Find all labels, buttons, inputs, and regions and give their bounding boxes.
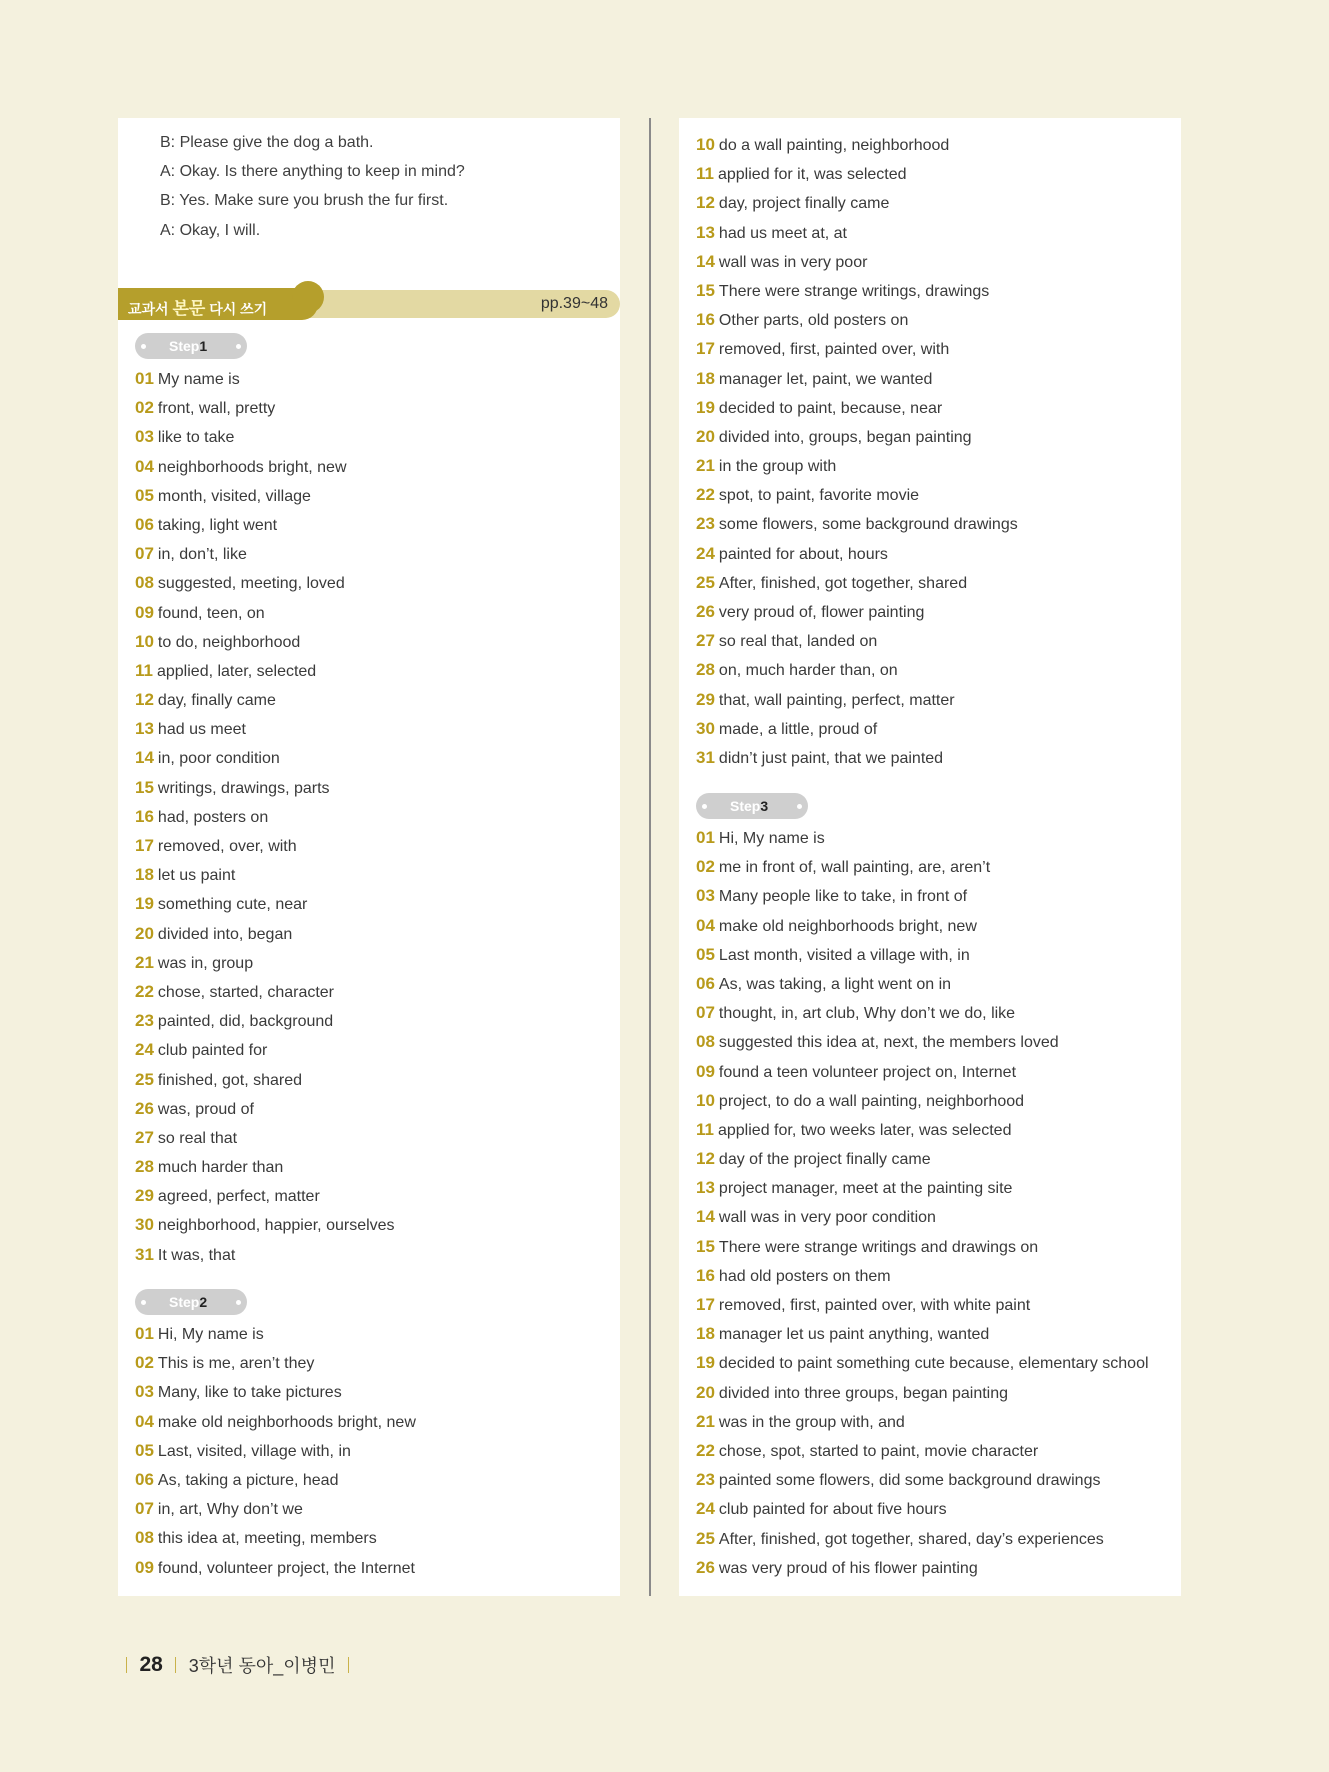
item-text: project, to do a wall painting, neighborhood (718, 1092, 1025, 1110)
item-text: manager let us paint anything, wanted (718, 1326, 990, 1344)
list-item (696, 940, 1149, 969)
item-text: front, wall, pretty (157, 400, 276, 418)
section-title-b: 본문 (172, 299, 206, 318)
badge-dot (141, 1300, 146, 1305)
item-number: 23 (135, 1011, 154, 1031)
item-text: painted, did, background (157, 1013, 334, 1031)
section-banner (118, 288, 620, 320)
item-text: some flowers, some background drawings (718, 516, 1018, 534)
item-number: 16 (696, 1265, 715, 1285)
item-text: neighborhoods bright, new (157, 458, 347, 476)
item-number: 29 (696, 689, 715, 709)
item-number: 27 (696, 631, 715, 651)
item-text: had us meet (157, 721, 246, 739)
list-item (696, 1057, 1149, 1086)
list-item (696, 1232, 1149, 1261)
item-text: chose, started, character (157, 983, 335, 1001)
item-number: 24 (696, 1499, 715, 1519)
list-item (135, 598, 395, 627)
list-item (135, 1006, 395, 1035)
item-text: so real that, landed on (718, 633, 878, 651)
item-text: writings, drawings, parts (157, 779, 330, 797)
dialog-block (160, 128, 465, 245)
step-label: Step1 (169, 338, 208, 354)
item-text: Last month, visited a village with, in (718, 946, 970, 964)
item-number: 08 (135, 1528, 154, 1548)
item-number: 09 (135, 1557, 154, 1577)
list-item (135, 1553, 416, 1582)
list-item (696, 911, 1149, 940)
item-text: chose, spot, started to paint, movie character (718, 1442, 1039, 1460)
list-item (696, 451, 1018, 480)
item-text: in the group with (718, 458, 837, 476)
item-number: 21 (696, 456, 715, 476)
item-text: Last, visited, village with, in (157, 1442, 351, 1460)
list-item (135, 1065, 395, 1094)
list-item (135, 1152, 395, 1181)
list-item (135, 685, 395, 714)
step-2-badge (135, 1289, 247, 1315)
item-text: make old neighborhoods bright, new (157, 1413, 416, 1431)
page-number: 28 (139, 1653, 163, 1676)
item-number: 25 (696, 1528, 715, 1548)
item-number: 30 (696, 718, 715, 738)
list-item (135, 1123, 395, 1152)
footer-bar (175, 1657, 176, 1673)
list-item (696, 1553, 1149, 1582)
item-number: 10 (135, 631, 154, 651)
item-text: day, finally came (157, 692, 276, 710)
list-item (696, 1173, 1149, 1202)
list-item (135, 393, 395, 422)
item-text: was in, group (157, 954, 254, 972)
item-text: finished, got, shared (157, 1071, 303, 1089)
item-text: was in the group with, and (718, 1413, 905, 1431)
list-item (135, 948, 395, 977)
list-item (135, 1319, 416, 1348)
item-text: didn’t just paint, that we painted (718, 749, 944, 767)
item-number: 19 (135, 894, 154, 914)
item-text: This is me, aren’t they (157, 1355, 315, 1373)
list-item (696, 685, 1018, 714)
item-number: 02 (696, 857, 715, 877)
item-number: 23 (696, 514, 715, 534)
item-number: 02 (135, 1353, 154, 1373)
item-text: After, finished, got together, shared, day’s experiences (718, 1530, 1104, 1548)
item-number: 13 (696, 222, 715, 242)
list-item (696, 852, 1149, 881)
item-text: After, finished, got together, shared (718, 574, 968, 592)
item-text: found, volunteer project, the Internet (157, 1559, 415, 1577)
item-text: suggested, meeting, loved (157, 575, 345, 593)
item-number: 17 (696, 339, 715, 359)
item-number: 03 (696, 886, 715, 906)
step-1-badge (135, 333, 247, 359)
list-item (696, 1086, 1149, 1115)
item-text: It was, that (157, 1246, 236, 1264)
item-text: was, proud of (157, 1100, 254, 1118)
item-text: Hi, My name is (718, 830, 825, 847)
section-title-c: 다시 쓰기 (205, 301, 268, 317)
column-divider (649, 118, 651, 1596)
item-number: 11 (135, 660, 153, 680)
item-text: divided into, began (157, 925, 293, 943)
item-number: 02 (135, 398, 154, 418)
item-text: Many people like to take, in front of (718, 888, 968, 906)
item-number: 06 (696, 973, 715, 993)
step-1-list (135, 364, 395, 1269)
item-text: Hi, My name is (157, 1326, 264, 1343)
item-number: 24 (135, 1040, 154, 1060)
list-item (696, 305, 1018, 334)
item-number: 14 (135, 748, 154, 768)
item-text: month, visited, village (157, 487, 311, 505)
list-item (135, 627, 395, 656)
list-item (696, 568, 1018, 597)
item-text: had, posters on (157, 808, 269, 826)
list-item (135, 568, 395, 597)
item-text: in, don’t, like (157, 546, 247, 564)
badge-dot (236, 344, 241, 349)
item-text: in, art, Why don’t we (157, 1501, 303, 1519)
item-number: 26 (135, 1098, 154, 1118)
list-item (135, 1436, 416, 1465)
list-item (696, 1494, 1149, 1523)
section-title-a: 교과서 (128, 301, 173, 317)
list-item (696, 276, 1018, 305)
list-item (135, 977, 395, 1006)
item-number: 08 (135, 573, 154, 593)
item-text: taking, light went (157, 516, 278, 534)
item-number: 06 (135, 1469, 154, 1489)
list-item (135, 889, 395, 918)
list-item (696, 743, 1018, 772)
list-item (696, 1407, 1149, 1436)
item-number: 01 (135, 369, 154, 388)
item-number: 10 (696, 135, 715, 154)
item-text: had old posters on them (718, 1267, 891, 1285)
item-number: 11 (696, 1119, 714, 1139)
item-text: applied for, two weeks later, was selected (717, 1121, 1012, 1139)
item-number: 19 (696, 397, 715, 417)
dialog-line: B: Yes. Make sure you brush the fur first. (160, 192, 449, 210)
list-item (696, 881, 1149, 910)
list-item (696, 969, 1149, 998)
page-range: pp.39~48 (540, 295, 608, 312)
list-item (135, 364, 395, 393)
item-text: let us paint (157, 867, 236, 885)
list-item (696, 1524, 1149, 1553)
item-text: removed, over, with (157, 838, 297, 855)
item-number: 03 (135, 427, 154, 447)
item-text: manager let, paint, we wanted (718, 370, 933, 388)
footer-bar (348, 1657, 349, 1673)
dialog-line: A: Okay, I will. (160, 221, 261, 239)
item-number: 28 (696, 660, 715, 680)
list-item (696, 1027, 1149, 1056)
list-item (696, 247, 1018, 276)
item-number: 21 (135, 952, 154, 972)
list-item (135, 860, 395, 889)
item-number: 20 (696, 1382, 715, 1402)
list-item (696, 1290, 1149, 1319)
item-number: 25 (135, 1069, 154, 1089)
item-text: club painted for about five hours (718, 1501, 947, 1519)
item-number: 15 (135, 777, 154, 797)
section-title (128, 294, 267, 319)
list-item (135, 452, 395, 481)
item-number: 22 (696, 485, 715, 505)
list-item (696, 188, 1018, 217)
list-item (696, 1465, 1149, 1494)
item-number: 12 (135, 690, 154, 710)
badge-dot (141, 344, 146, 349)
list-item (696, 509, 1018, 538)
item-number: 04 (696, 915, 715, 935)
list-item (135, 422, 395, 451)
item-number: 18 (696, 1324, 715, 1344)
item-text: Many, like to take pictures (157, 1384, 342, 1402)
item-text: something cute, near (157, 896, 308, 914)
list-item (696, 364, 1018, 393)
item-number: 16 (135, 806, 154, 826)
list-item (696, 1348, 1149, 1377)
item-text: much harder than (157, 1159, 284, 1177)
item-number: 21 (696, 1411, 715, 1431)
item-text: very proud of, flower painting (718, 604, 925, 621)
list-item (696, 393, 1018, 422)
list-item (135, 1465, 416, 1494)
list-item (135, 1407, 416, 1436)
item-text: make old neighborhoods bright, new (718, 917, 977, 935)
item-text: wall was in very poor (718, 253, 868, 271)
item-number: 09 (135, 602, 154, 622)
badge-dot (236, 1300, 241, 1305)
item-number: 05 (135, 485, 154, 505)
list-item (696, 480, 1018, 509)
item-text: wall was in very poor condition (718, 1209, 936, 1227)
step-2-list-left (135, 1319, 416, 1582)
list-item (696, 1436, 1149, 1465)
item-number: 15 (696, 1236, 715, 1256)
item-number: 14 (696, 1207, 715, 1227)
item-text: removed, first, painted over, with white paint (718, 1297, 1031, 1314)
item-text: applied, later, selected (156, 662, 317, 680)
item-number: 11 (696, 164, 714, 184)
list-item (696, 1144, 1149, 1173)
page-footer (118, 1652, 357, 1682)
list-item (135, 510, 395, 539)
item-text: There were strange writings, drawings (718, 282, 990, 300)
item-number: 01 (135, 1324, 154, 1343)
item-number: 15 (696, 280, 715, 300)
list-item (696, 626, 1018, 655)
list-item (135, 1210, 395, 1239)
item-number: 04 (135, 1411, 154, 1431)
item-text: this idea at, meeting, members (157, 1530, 377, 1548)
list-item (135, 1523, 416, 1552)
item-text: divided into, groups, began painting (718, 428, 972, 446)
item-number: 07 (135, 544, 154, 564)
item-number: 14 (696, 251, 715, 271)
list-item (696, 539, 1018, 568)
list-item (135, 1035, 395, 1064)
item-text: painted for about, hours (718, 545, 888, 563)
item-text: agreed, perfect, matter (157, 1188, 320, 1206)
list-item (135, 1181, 395, 1210)
item-number: 31 (135, 1244, 154, 1264)
item-text: in, poor condition (157, 750, 280, 768)
item-number: 12 (696, 1149, 715, 1169)
item-number: 31 (696, 747, 715, 767)
item-number: 29 (135, 1186, 154, 1206)
list-item (696, 823, 1149, 852)
item-text: project manager, meet at the painting site (718, 1180, 1013, 1198)
list-item (696, 130, 1018, 159)
item-text: neighborhood, happier, ourselves (157, 1217, 395, 1235)
item-number: 03 (135, 1382, 154, 1402)
item-number: 24 (696, 543, 715, 563)
item-number: 23 (696, 1470, 715, 1490)
item-number: 10 (696, 1090, 715, 1110)
item-text: that, wall painting, perfect, matter (718, 691, 955, 709)
item-text: painted some flowers, did some background drawings (718, 1472, 1101, 1490)
item-text: removed, first, painted over, with (718, 341, 950, 359)
list-item (135, 831, 395, 860)
list-item (135, 539, 395, 568)
item-text: day, project finally came (718, 195, 890, 213)
item-number: 12 (696, 193, 715, 213)
item-text: As, was taking, a light went on in (718, 975, 952, 993)
item-text: was very proud of his flower painting (718, 1559, 978, 1577)
item-number: 13 (135, 719, 154, 739)
item-text: had us meet at, at (718, 224, 847, 242)
item-text: thought, in, art club, Why don’t we do, like (718, 1005, 1016, 1023)
item-number: 30 (135, 1215, 154, 1235)
item-text: spot, to paint, favorite movie (718, 487, 920, 505)
item-text: My name is (157, 371, 240, 388)
item-text: decided to paint something cute because, elementary school (718, 1355, 1149, 1373)
item-number: 19 (696, 1353, 715, 1373)
item-number: 05 (135, 1440, 154, 1460)
list-item (696, 1378, 1149, 1407)
dialog-line: B: Please give the dog a bath. (160, 134, 374, 151)
list-item (135, 714, 395, 743)
item-number: 16 (696, 310, 715, 330)
list-item (135, 1094, 395, 1123)
item-text: There were strange writings and drawings on (718, 1238, 1039, 1256)
item-number: 26 (696, 1557, 715, 1577)
list-item (696, 159, 1018, 188)
item-text: on, much harder than, on (718, 662, 898, 680)
item-text: decided to paint, because, near (718, 399, 943, 417)
list-item (135, 802, 395, 831)
list-item (696, 1319, 1149, 1348)
list-item (135, 1494, 416, 1523)
banner-dot (292, 281, 324, 313)
item-text: me in front of, wall painting, are, aren’t (718, 859, 991, 877)
item-number: 28 (135, 1157, 154, 1177)
item-number: 13 (696, 1178, 715, 1198)
badge-dot (797, 804, 802, 809)
list-item (135, 919, 395, 948)
list-item (696, 714, 1018, 743)
list-item (696, 1202, 1149, 1231)
item-number: 25 (696, 572, 715, 592)
dialog-line: A: Okay. Is there anything to keep in mind? (160, 163, 465, 181)
step-3-list (696, 823, 1149, 1582)
list-item (135, 1240, 395, 1269)
item-text: divided into three groups, began painting (718, 1384, 1009, 1402)
list-item (696, 1261, 1149, 1290)
list-item (135, 743, 395, 772)
item-number: 18 (135, 865, 154, 885)
footer-bar (126, 1657, 127, 1673)
item-text: suggested this idea at, next, the members loved (718, 1034, 1059, 1052)
item-number: 07 (135, 1499, 154, 1519)
item-number: 22 (135, 981, 154, 1001)
step-label: Step3 (730, 798, 769, 814)
item-text: Other parts, old posters on (718, 312, 909, 330)
item-text: club painted for (157, 1042, 268, 1060)
item-number: 27 (135, 1127, 154, 1147)
item-number: 17 (135, 836, 154, 855)
item-number: 09 (696, 1061, 715, 1081)
list-item (696, 334, 1018, 363)
list-item (135, 1348, 416, 1377)
item-number: 01 (696, 828, 715, 847)
item-number: 07 (696, 1003, 715, 1023)
step-2-list-right (696, 130, 1018, 772)
badge-dot (702, 804, 707, 809)
item-number: 20 (135, 923, 154, 943)
item-number: 20 (696, 426, 715, 446)
item-text: found a teen volunteer project on, Internet (718, 1063, 1017, 1081)
list-item (696, 1115, 1149, 1144)
item-text: applied for it, was selected (717, 166, 907, 184)
item-number: 17 (696, 1295, 715, 1314)
item-text: to do, neighborhood (157, 633, 301, 651)
item-text: found, teen, on (157, 604, 265, 622)
list-item (135, 656, 395, 685)
footer-text: 3학년 동아_이병민 (188, 1656, 336, 1676)
item-text: As, taking a picture, head (157, 1471, 339, 1489)
step-label: Step2 (169, 1294, 208, 1310)
list-item (696, 597, 1018, 626)
item-number: 08 (696, 1032, 715, 1052)
list-item (135, 481, 395, 510)
step-3-badge (696, 793, 808, 819)
list-item (135, 773, 395, 802)
item-text: like to take (157, 429, 235, 447)
item-number: 22 (696, 1440, 715, 1460)
item-number: 26 (696, 602, 715, 621)
item-number: 04 (135, 456, 154, 476)
item-text: do a wall painting, neighborhood (718, 137, 950, 154)
item-number: 06 (135, 514, 154, 534)
list-item (696, 422, 1018, 451)
list-item (696, 998, 1149, 1027)
item-text: day of the project finally came (718, 1151, 931, 1169)
item-number: 05 (696, 944, 715, 964)
item-text: so real that (157, 1129, 238, 1147)
item-number: 18 (696, 368, 715, 388)
list-item (135, 1377, 416, 1406)
item-text: made, a little, proud of (718, 720, 878, 738)
list-item (696, 218, 1018, 247)
list-item (696, 655, 1018, 684)
